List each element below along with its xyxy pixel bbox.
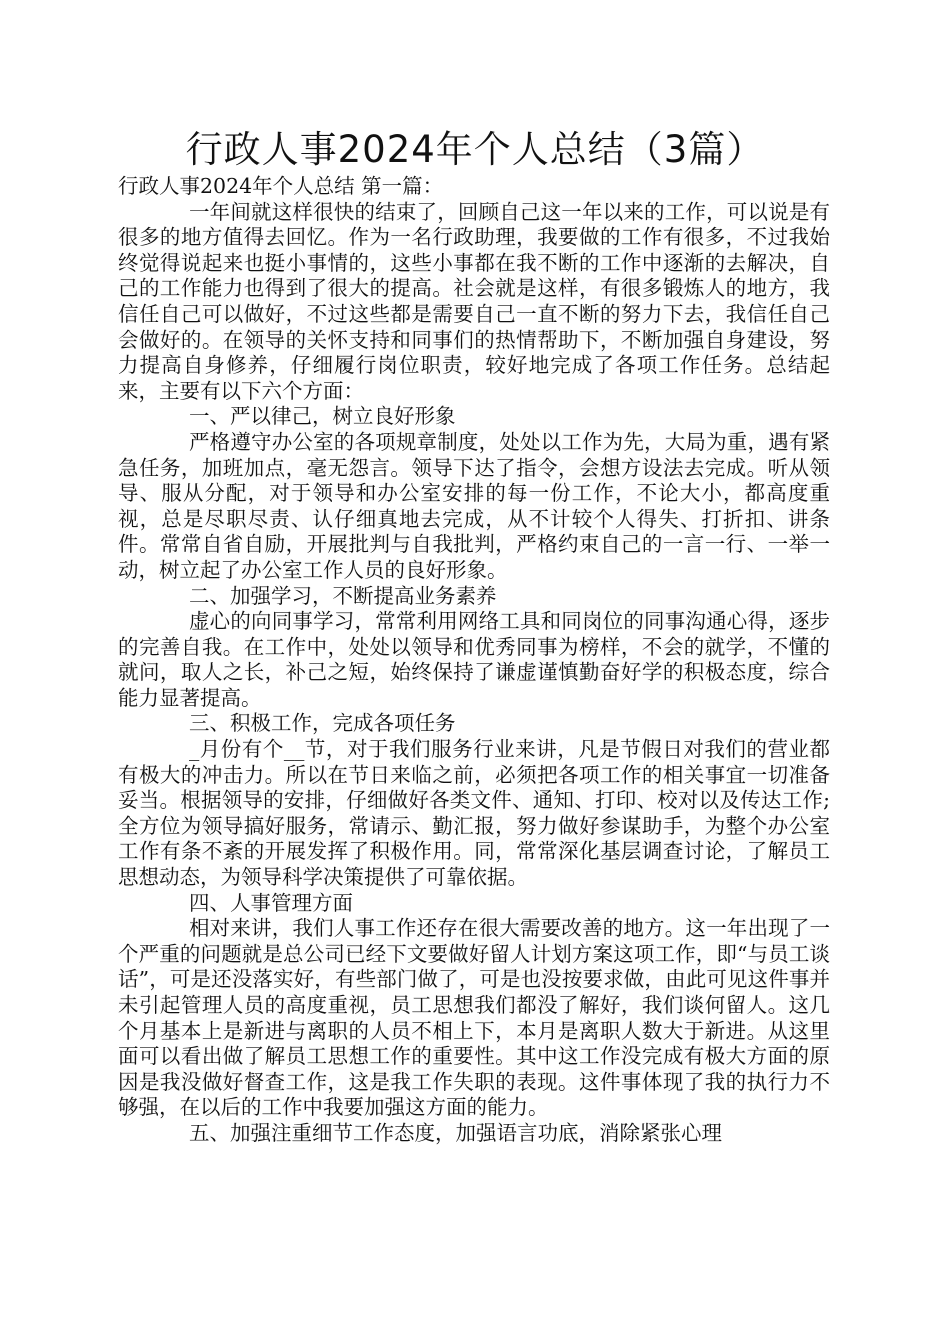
- section-heading-3: 三、积极工作，完成各项任务: [189, 711, 456, 736]
- paragraph-4: 相对来讲，我们人事工作还存在很大需要改善的地方。这一年出现了一个严重的问题就是总公司已经下文要做好留人计划方案这项工作，即“与员工谈话”，可是还没落实好，有些部门做了，可是也没按要求做，由此可见这件事并未引起管理人员的高度重视，员工思想我们都没了解好，我们谈何留人。这几个月基本上是新进与离职的人员不相上下，本月是离职人数大于新进。从这里面可以看出做了解员工思想工作的重要性。其中这工作没完成有极大方面的原因是我没做好督查工作，这是我工作失职的表现。这件事体现了我的执行力不够强，在以后的工作中我要加强这方面的能力。: [118, 916, 830, 1120]
- paragraph-3: _月份有个__节，对于我们服务行业来讲，凡是节假日对我们的营业都有极大的冲击力。所以在节日来临之前，必须把各项工作的相关事宜一切准备妥当。根据领导的安排，仔细做好各类文件、通知、打印、校对以及传达工作;全方位为领导搞好服务，常请示、勤汇报，努力做好参谋助手，为整个办公室工作有条不紊的开展发挥了积极作用。同，常常深化基层调查讨论，了解员工思想动态，为领导科学决策提供了可靠依据。: [118, 737, 830, 890]
- paragraph-2: 虚心的向同事学习，常常利用网络工具和同岗位的同事沟通心得，逐步的完善自我。在工作中，处处以领导和优秀同事为榜样，不会的就学，不懂的就问，取人之长，补己之短，始终保持了谦虚谨慎勤奋好学的积极态度，综合能力显著提高。: [118, 609, 830, 710]
- section-heading-1: 一、严以律己，树立良好形象: [189, 404, 456, 429]
- section-heading-4: 四、人事管理方面: [189, 890, 353, 915]
- section-heading-2: 二、加强学习，不断提高业务素养: [189, 583, 497, 608]
- paragraph-intro: 一年间就这样很快的结束了，回顾自己这一年以来的工作，可以说是有很多的地方值得去回忆。作为一名行政助理，我要做的工作有很多，不过我始终觉得说起来也挺小事情的，这些小事都在我不断的工作中逐渐的去解决，自己的工作能力也得到了很大的提高。社会就是这样，有很多锻炼人的地方，我信任自己可以做好，不过这些都是需要自己一直不断的努力下去，我信任自己会做好的。在领导的关怀支持和同事们的热情帮助下，不断加强自身建设，努力提高自身修养，仔细履行岗位职责，较好地完成了各项工作任务。总结起来，主要有以下六个方面：: [118, 199, 830, 403]
- section-heading-5: 五、加强注重细节工作态度，加强语言功底，消除紧张心理: [189, 1120, 722, 1145]
- section-intro-heading: 行政人事2024年个人总结 第一篇：: [118, 174, 444, 198]
- paragraph-1: 严格遵守办公室的各项规章制度，处处以工作为先，大局为重，遇有紧急任务，加班加点，毫无怨言。领导下达了指令，会想方设法去完成。听从领导、服从分配，对于领导和办公室安排的每一份工作，不论大小，都高度重视，总是尽职尽责、认仔细真地去完成，从不计较个人得失、打折扣、讲条件。常常自省自励，开展批判与自我批判，严格约束自己的一言一行、一举一动，树立起了办公室工作人员的良好形象。: [118, 429, 830, 582]
- document-body: [118, 174, 830, 1147]
- document-title: 行政人事2024年个人总结（3篇）: [185, 128, 765, 171]
